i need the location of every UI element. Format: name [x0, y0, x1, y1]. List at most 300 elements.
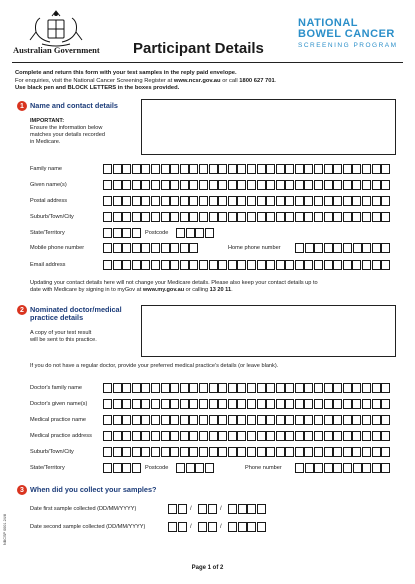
char-box[interactable]	[122, 228, 131, 238]
char-box[interactable]	[189, 415, 198, 425]
char-box[interactable]	[161, 260, 170, 270]
char-box[interactable]	[132, 180, 141, 190]
char-box[interactable]	[132, 164, 141, 174]
char-box[interactable]	[237, 415, 246, 425]
char-box[interactable]	[178, 504, 187, 514]
char-box[interactable]	[151, 399, 160, 409]
state-input[interactable]	[103, 228, 141, 238]
char-box[interactable]	[209, 399, 218, 409]
char-box[interactable]	[257, 164, 266, 174]
char-box[interactable]	[257, 196, 266, 206]
char-box[interactable]	[170, 260, 179, 270]
char-box[interactable]	[238, 504, 247, 514]
char-box[interactable]	[122, 164, 131, 174]
char-box[interactable]	[228, 447, 237, 457]
char-box[interactable]	[247, 212, 256, 222]
char-box[interactable]	[324, 399, 333, 409]
char-box[interactable]	[362, 180, 371, 190]
char-box[interactable]	[372, 431, 381, 441]
char-box[interactable]	[304, 196, 313, 206]
char-box[interactable]	[141, 415, 150, 425]
char-box[interactable]	[343, 431, 352, 441]
char-box[interactable]	[151, 164, 160, 174]
char-box[interactable]	[122, 260, 131, 270]
char-box[interactable]	[314, 164, 323, 174]
char-box[interactable]	[276, 383, 285, 393]
char-box[interactable]	[237, 164, 246, 174]
char-box[interactable]	[266, 431, 275, 441]
char-box[interactable]	[381, 196, 390, 206]
char-box[interactable]	[161, 383, 170, 393]
char-box[interactable]	[180, 260, 189, 270]
char-box[interactable]	[372, 399, 381, 409]
char-box[interactable]	[132, 212, 141, 222]
char-box[interactable]	[199, 447, 208, 457]
char-box[interactable]	[141, 180, 150, 190]
char-box[interactable]	[170, 243, 179, 253]
char-box[interactable]	[324, 196, 333, 206]
char-box[interactable]	[189, 196, 198, 206]
char-box[interactable]	[285, 415, 294, 425]
char-box[interactable]	[186, 228, 195, 238]
char-box[interactable]	[304, 383, 313, 393]
char-box[interactable]	[103, 463, 112, 473]
char-box[interactable]	[113, 399, 122, 409]
char-box[interactable]	[180, 399, 189, 409]
char-box[interactable]	[257, 447, 266, 457]
char-box[interactable]	[228, 431, 237, 441]
char-box[interactable]	[103, 447, 112, 457]
char-box[interactable]	[199, 196, 208, 206]
char-box[interactable]	[372, 180, 381, 190]
char-box[interactable]	[132, 463, 141, 473]
char-box[interactable]	[352, 415, 361, 425]
char-box[interactable]	[103, 431, 112, 441]
char-box[interactable]	[141, 164, 150, 174]
char-box[interactable]	[352, 447, 361, 457]
char-box[interactable]	[352, 383, 361, 393]
char-box[interactable]	[257, 180, 266, 190]
char-box[interactable]	[372, 212, 381, 222]
char-box[interactable]	[352, 196, 361, 206]
first-date-year-input[interactable]	[228, 504, 266, 514]
char-box[interactable]	[266, 415, 275, 425]
char-box[interactable]	[285, 399, 294, 409]
medicare-details-box[interactable]	[141, 99, 396, 155]
char-box[interactable]	[209, 447, 218, 457]
char-box[interactable]	[352, 212, 361, 222]
char-box[interactable]	[324, 463, 333, 473]
char-box[interactable]	[122, 243, 131, 253]
char-box[interactable]	[362, 164, 371, 174]
char-box[interactable]	[247, 164, 256, 174]
char-box[interactable]	[228, 504, 237, 514]
char-box[interactable]	[218, 164, 227, 174]
char-box[interactable]	[209, 415, 218, 425]
char-box[interactable]	[343, 260, 352, 270]
char-box[interactable]	[314, 431, 323, 441]
char-box[interactable]	[189, 260, 198, 270]
char-box[interactable]	[266, 383, 275, 393]
char-box[interactable]	[132, 383, 141, 393]
email-input[interactable]	[103, 260, 391, 270]
char-box[interactable]	[276, 447, 285, 457]
char-box[interactable]	[362, 447, 371, 457]
char-box[interactable]	[151, 431, 160, 441]
char-box[interactable]	[295, 463, 304, 473]
char-box[interactable]	[237, 212, 246, 222]
char-box[interactable]	[103, 260, 112, 270]
char-box[interactable]	[247, 415, 256, 425]
char-box[interactable]	[151, 383, 160, 393]
char-box[interactable]	[113, 415, 122, 425]
postcode-input[interactable]	[176, 228, 214, 238]
char-box[interactable]	[122, 415, 131, 425]
char-box[interactable]	[324, 243, 333, 253]
char-box[interactable]	[237, 447, 246, 457]
char-box[interactable]	[381, 431, 390, 441]
char-box[interactable]	[151, 243, 160, 253]
char-box[interactable]	[218, 415, 227, 425]
char-box[interactable]	[324, 415, 333, 425]
char-box[interactable]	[333, 196, 342, 206]
practice-suburb-input[interactable]	[103, 447, 391, 457]
char-box[interactable]	[180, 431, 189, 441]
char-box[interactable]	[295, 431, 304, 441]
char-box[interactable]	[218, 180, 227, 190]
char-box[interactable]	[180, 447, 189, 457]
char-box[interactable]	[247, 260, 256, 270]
char-box[interactable]	[170, 383, 179, 393]
char-box[interactable]	[276, 431, 285, 441]
char-box[interactable]	[276, 260, 285, 270]
char-box[interactable]	[266, 212, 275, 222]
char-box[interactable]	[205, 463, 214, 473]
char-box[interactable]	[324, 164, 333, 174]
char-box[interactable]	[209, 431, 218, 441]
char-box[interactable]	[168, 504, 177, 514]
practice-postcode-input[interactable]	[176, 463, 214, 473]
char-box[interactable]	[257, 399, 266, 409]
practice-name-input[interactable]	[103, 415, 391, 425]
char-box[interactable]	[228, 212, 237, 222]
char-box[interactable]	[180, 196, 189, 206]
char-box[interactable]	[295, 399, 304, 409]
char-box[interactable]	[132, 399, 141, 409]
char-box[interactable]	[381, 164, 390, 174]
char-box[interactable]	[295, 447, 304, 457]
char-box[interactable]	[343, 212, 352, 222]
char-box[interactable]	[343, 415, 352, 425]
char-box[interactable]	[218, 447, 227, 457]
char-box[interactable]	[257, 504, 266, 514]
char-box[interactable]	[170, 212, 179, 222]
char-box[interactable]	[353, 463, 362, 473]
char-box[interactable]	[381, 260, 390, 270]
char-box[interactable]	[237, 383, 246, 393]
char-box[interactable]	[372, 196, 381, 206]
char-box[interactable]	[195, 463, 204, 473]
char-box[interactable]	[161, 399, 170, 409]
char-box[interactable]	[257, 260, 266, 270]
char-box[interactable]	[209, 164, 218, 174]
char-box[interactable]	[228, 399, 237, 409]
char-box[interactable]	[247, 431, 256, 441]
char-box[interactable]	[228, 415, 237, 425]
char-box[interactable]	[247, 399, 256, 409]
char-box[interactable]	[276, 180, 285, 190]
char-box[interactable]	[343, 243, 352, 253]
char-box[interactable]	[218, 260, 227, 270]
char-box[interactable]	[314, 180, 323, 190]
char-box[interactable]	[314, 260, 323, 270]
char-box[interactable]	[237, 431, 246, 441]
char-box[interactable]	[122, 180, 131, 190]
char-box[interactable]	[141, 447, 150, 457]
char-box[interactable]	[372, 260, 381, 270]
char-box[interactable]	[295, 383, 304, 393]
char-box[interactable]	[305, 243, 314, 253]
char-box[interactable]	[333, 463, 342, 473]
char-box[interactable]	[205, 228, 214, 238]
char-box[interactable]	[333, 243, 342, 253]
char-box[interactable]	[237, 399, 246, 409]
char-box[interactable]	[381, 243, 390, 253]
first-date-day-input[interactable]	[168, 504, 187, 514]
char-box[interactable]	[324, 212, 333, 222]
char-box[interactable]	[324, 431, 333, 441]
char-box[interactable]	[132, 415, 141, 425]
char-box[interactable]	[103, 196, 112, 206]
char-box[interactable]	[199, 415, 208, 425]
char-box[interactable]	[113, 447, 122, 457]
char-box[interactable]	[122, 463, 131, 473]
char-box[interactable]	[176, 463, 185, 473]
char-box[interactable]	[122, 431, 131, 441]
char-box[interactable]	[285, 164, 294, 174]
char-box[interactable]	[199, 260, 208, 270]
char-box[interactable]	[381, 399, 390, 409]
char-box[interactable]	[304, 431, 313, 441]
char-box[interactable]	[314, 383, 323, 393]
char-box[interactable]	[122, 447, 131, 457]
practice-address-input[interactable]	[103, 431, 391, 441]
char-box[interactable]	[122, 196, 131, 206]
char-box[interactable]	[276, 212, 285, 222]
char-box[interactable]	[333, 260, 342, 270]
char-box[interactable]	[314, 447, 323, 457]
char-box[interactable]	[189, 164, 198, 174]
char-box[interactable]	[266, 196, 275, 206]
char-box[interactable]	[362, 415, 371, 425]
char-box[interactable]	[295, 196, 304, 206]
char-box[interactable]	[189, 431, 198, 441]
char-box[interactable]	[209, 212, 218, 222]
char-box[interactable]	[151, 447, 160, 457]
char-box[interactable]	[381, 463, 390, 473]
char-box[interactable]	[285, 196, 294, 206]
char-box[interactable]	[324, 260, 333, 270]
char-box[interactable]	[161, 243, 170, 253]
char-box[interactable]	[151, 196, 160, 206]
char-box[interactable]	[198, 522, 207, 532]
char-box[interactable]	[170, 180, 179, 190]
char-box[interactable]	[314, 196, 323, 206]
char-box[interactable]	[113, 383, 122, 393]
char-box[interactable]	[343, 196, 352, 206]
char-box[interactable]	[195, 228, 204, 238]
char-box[interactable]	[218, 399, 227, 409]
home-phone-input[interactable]	[295, 243, 391, 253]
char-box[interactable]	[352, 260, 361, 270]
char-box[interactable]	[324, 383, 333, 393]
char-box[interactable]	[362, 260, 371, 270]
char-box[interactable]	[199, 164, 208, 174]
char-box[interactable]	[372, 164, 381, 174]
char-box[interactable]	[141, 260, 150, 270]
char-box[interactable]	[189, 180, 198, 190]
char-box[interactable]	[208, 522, 217, 532]
char-box[interactable]	[198, 504, 207, 514]
char-box[interactable]	[228, 383, 237, 393]
char-box[interactable]	[103, 212, 112, 222]
char-box[interactable]	[141, 212, 150, 222]
char-box[interactable]	[132, 196, 141, 206]
char-box[interactable]	[132, 243, 141, 253]
char-box[interactable]	[247, 383, 256, 393]
char-box[interactable]	[189, 383, 198, 393]
char-box[interactable]	[343, 383, 352, 393]
char-box[interactable]	[218, 212, 227, 222]
char-box[interactable]	[228, 164, 237, 174]
char-box[interactable]	[247, 522, 256, 532]
char-box[interactable]	[186, 463, 195, 473]
char-box[interactable]	[199, 212, 208, 222]
char-box[interactable]	[257, 383, 266, 393]
practice-phone-input[interactable]	[295, 463, 391, 473]
char-box[interactable]	[324, 447, 333, 457]
char-box[interactable]	[333, 399, 342, 409]
char-box[interactable]	[209, 260, 218, 270]
char-box[interactable]	[362, 399, 371, 409]
char-box[interactable]	[285, 447, 294, 457]
char-box[interactable]	[266, 180, 275, 190]
char-box[interactable]	[199, 399, 208, 409]
char-box[interactable]	[122, 212, 131, 222]
char-box[interactable]	[161, 447, 170, 457]
ncsr-link[interactable]: www.ncsr.gov.au	[173, 77, 221, 84]
char-box[interactable]	[161, 431, 170, 441]
char-box[interactable]	[314, 212, 323, 222]
char-box[interactable]	[362, 463, 371, 473]
char-box[interactable]	[352, 180, 361, 190]
char-box[interactable]	[168, 522, 177, 532]
char-box[interactable]	[180, 415, 189, 425]
char-box[interactable]	[208, 504, 217, 514]
char-box[interactable]	[314, 463, 323, 473]
char-box[interactable]	[257, 431, 266, 441]
char-box[interactable]	[381, 212, 390, 222]
char-box[interactable]	[209, 196, 218, 206]
char-box[interactable]	[161, 180, 170, 190]
char-box[interactable]	[180, 212, 189, 222]
char-box[interactable]	[113, 196, 122, 206]
char-box[interactable]	[381, 383, 390, 393]
char-box[interactable]	[113, 228, 122, 238]
char-box[interactable]	[343, 447, 352, 457]
char-box[interactable]	[199, 383, 208, 393]
char-box[interactable]	[151, 180, 160, 190]
doctor-family-input[interactable]	[103, 383, 391, 393]
char-box[interactable]	[238, 522, 247, 532]
char-box[interactable]	[170, 196, 179, 206]
char-box[interactable]	[372, 243, 381, 253]
char-box[interactable]	[170, 447, 179, 457]
char-box[interactable]	[295, 243, 304, 253]
char-box[interactable]	[304, 164, 313, 174]
char-box[interactable]	[266, 399, 275, 409]
doctor-given-input[interactable]	[103, 399, 391, 409]
char-box[interactable]	[295, 212, 304, 222]
char-box[interactable]	[189, 243, 198, 253]
char-box[interactable]	[276, 196, 285, 206]
char-box[interactable]	[209, 383, 218, 393]
char-box[interactable]	[141, 243, 150, 253]
char-box[interactable]	[132, 431, 141, 441]
char-box[interactable]	[113, 431, 122, 441]
char-box[interactable]	[180, 180, 189, 190]
char-box[interactable]	[237, 180, 246, 190]
char-box[interactable]	[218, 196, 227, 206]
char-box[interactable]	[295, 164, 304, 174]
char-box[interactable]	[257, 522, 266, 532]
char-box[interactable]	[266, 164, 275, 174]
char-box[interactable]	[113, 212, 122, 222]
char-box[interactable]	[228, 196, 237, 206]
char-box[interactable]	[353, 243, 362, 253]
char-box[interactable]	[314, 243, 323, 253]
char-box[interactable]	[362, 431, 371, 441]
suburb-input[interactable]	[103, 212, 391, 222]
char-box[interactable]	[257, 212, 266, 222]
char-box[interactable]	[343, 180, 352, 190]
char-box[interactable]	[295, 415, 304, 425]
char-box[interactable]	[178, 522, 187, 532]
char-box[interactable]	[304, 415, 313, 425]
char-box[interactable]	[285, 212, 294, 222]
char-box[interactable]	[333, 447, 342, 457]
mobile-input[interactable]	[103, 243, 199, 253]
char-box[interactable]	[352, 164, 361, 174]
char-box[interactable]	[141, 431, 150, 441]
char-box[interactable]	[141, 399, 150, 409]
char-box[interactable]	[247, 196, 256, 206]
char-box[interactable]	[103, 383, 112, 393]
char-box[interactable]	[343, 463, 352, 473]
char-box[interactable]	[285, 431, 294, 441]
char-box[interactable]	[132, 260, 141, 270]
char-box[interactable]	[237, 196, 246, 206]
char-box[interactable]	[324, 180, 333, 190]
char-box[interactable]	[314, 415, 323, 425]
char-box[interactable]	[314, 399, 323, 409]
char-box[interactable]	[199, 180, 208, 190]
char-box[interactable]	[247, 504, 256, 514]
char-box[interactable]	[276, 399, 285, 409]
char-box[interactable]	[151, 212, 160, 222]
char-box[interactable]	[372, 463, 381, 473]
char-box[interactable]	[103, 399, 112, 409]
